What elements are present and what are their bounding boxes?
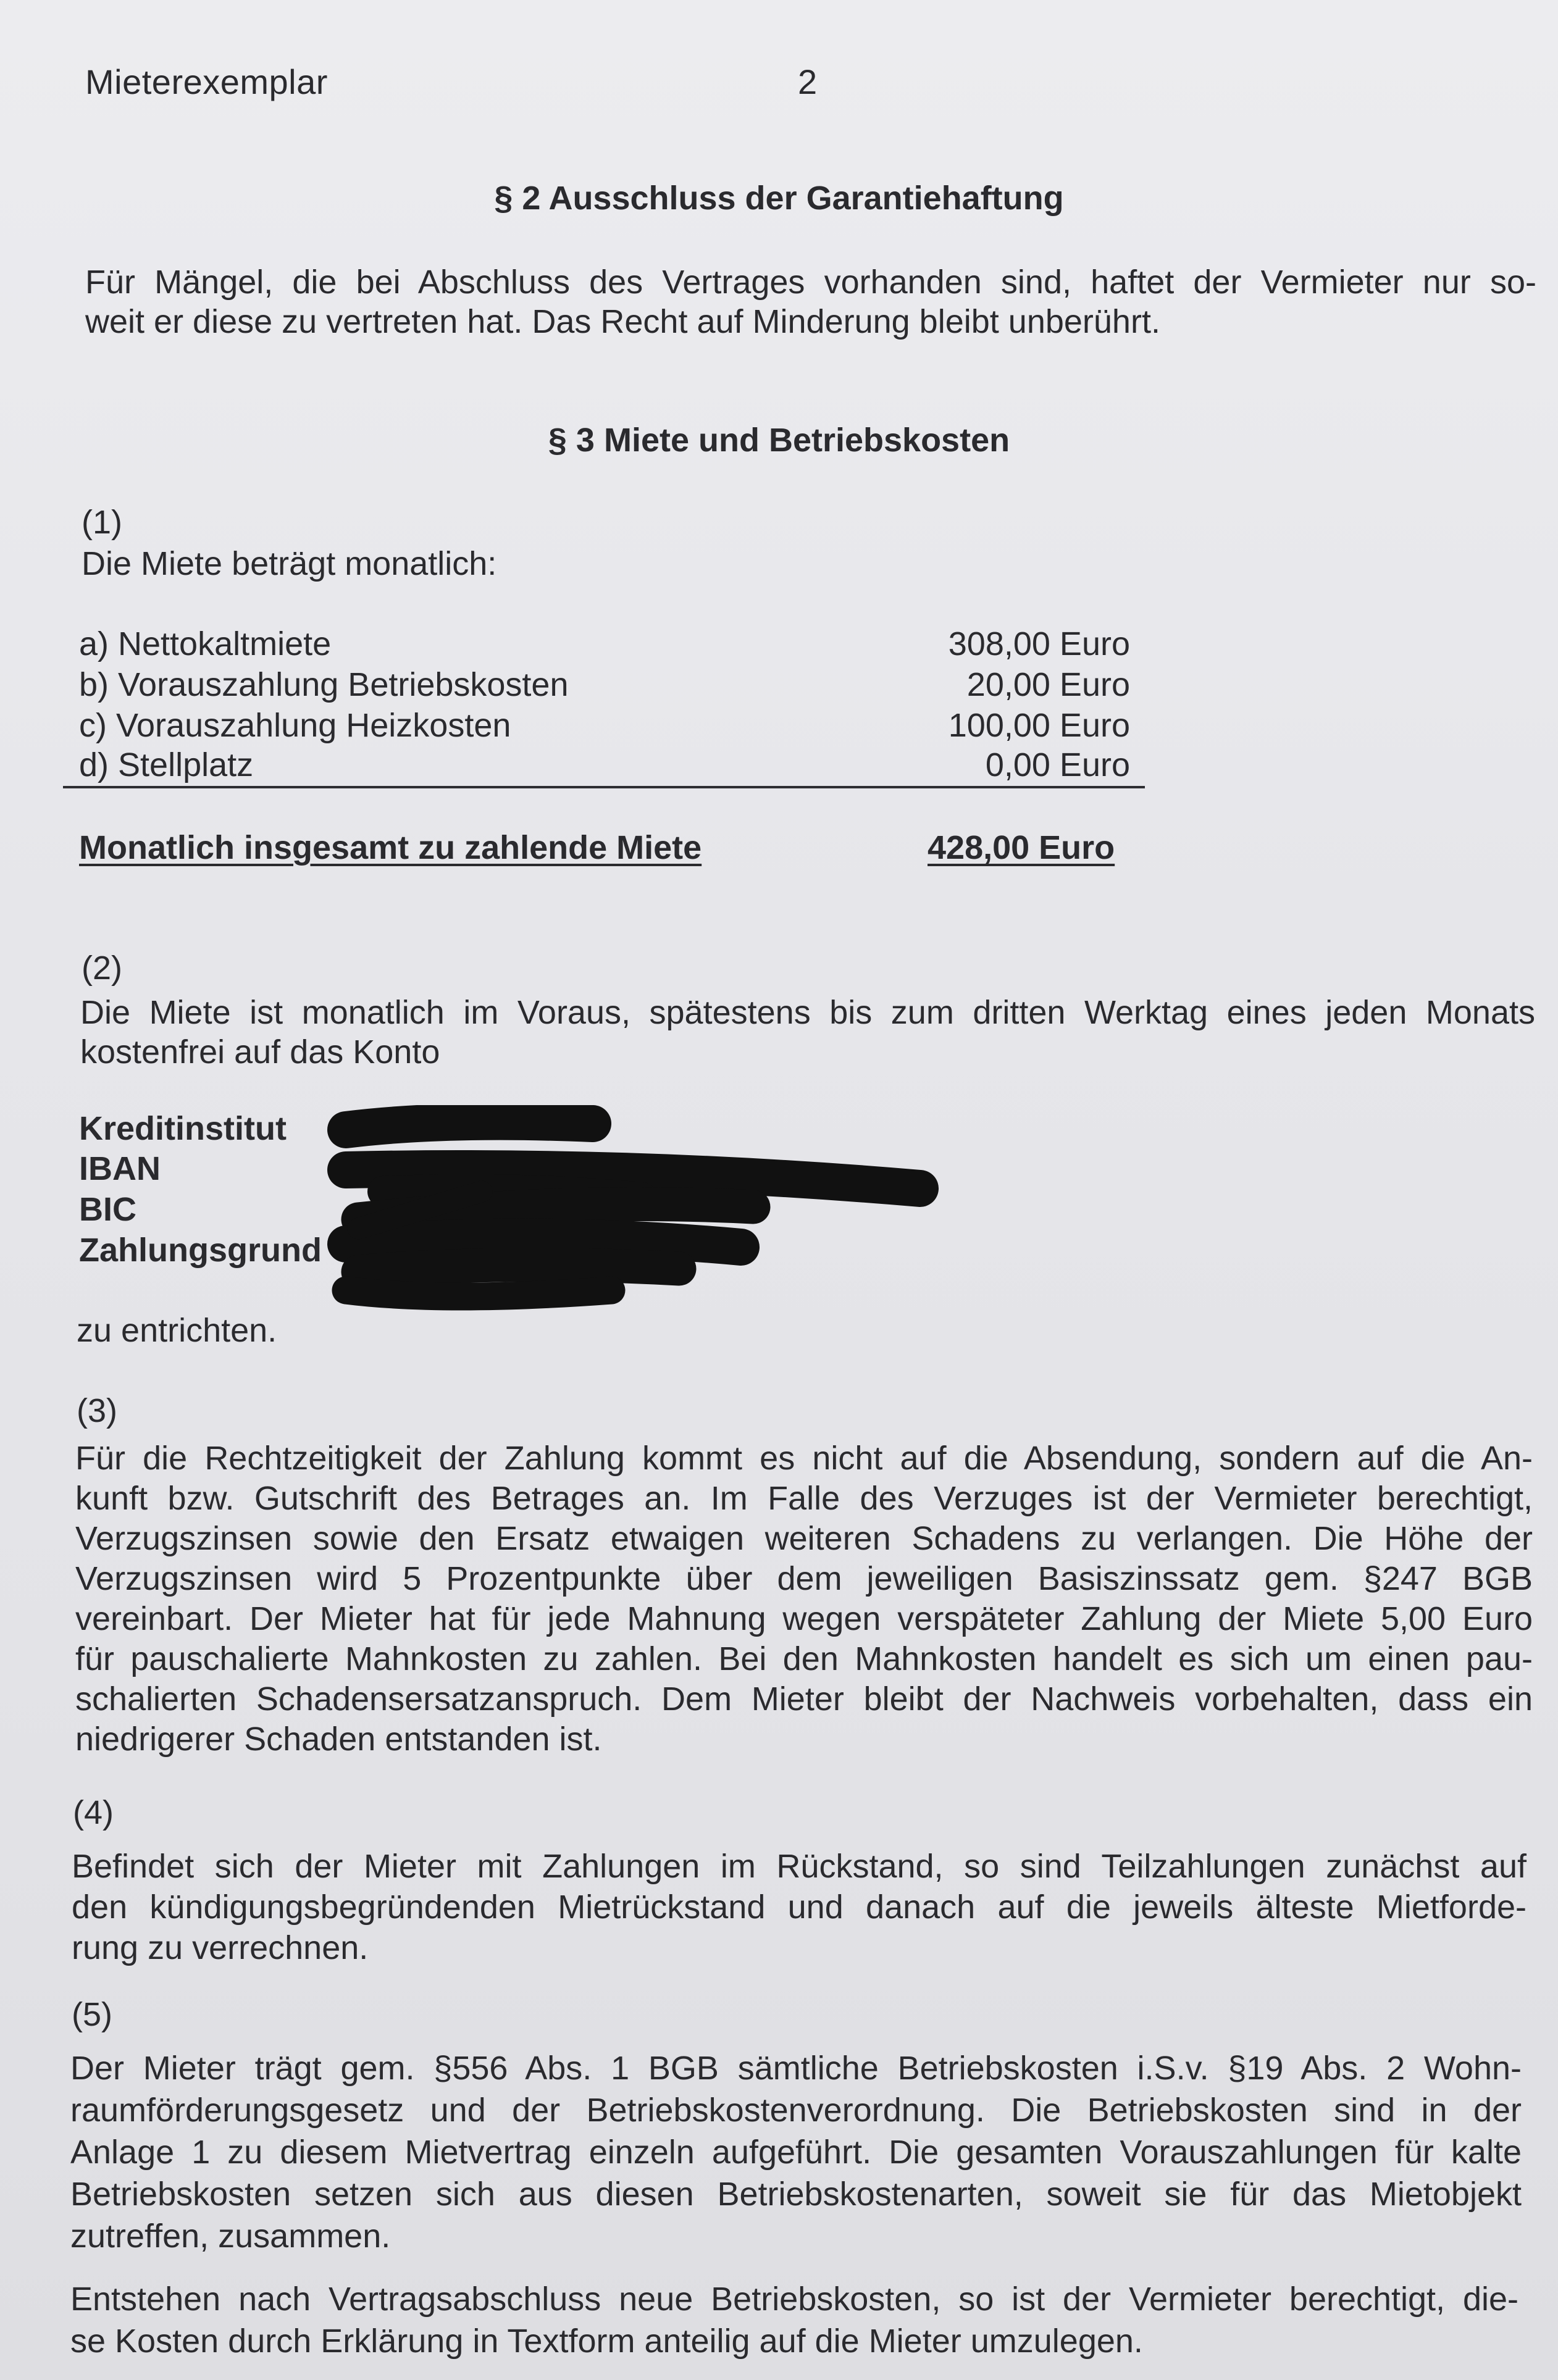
bank-field-label: Kreditinstitut bbox=[79, 1110, 287, 1147]
text-line: weit er diese zu vertreten hat. Das Recht auf Minderung bleibt unberührt. bbox=[85, 303, 1160, 340]
rent-item-amount: 20,00 Euro bbox=[966, 666, 1130, 703]
text-line: Anlage 1 zu diesem Mietvertrag einzeln aufgeführt. Die gesamten Vorauszahlungen für kalte bbox=[70, 2134, 1522, 2171]
rent-item-label: d) Stellplatz bbox=[79, 746, 254, 783]
text-line: Verzugszinsen wird 5 Prozentpunkte über dem jeweiligen Basiszinssatz gem. §247 BGB bbox=[75, 1560, 1533, 1597]
paragraph-number: (2) bbox=[82, 950, 122, 987]
payment-text bbox=[80, 993, 1535, 1072]
arrears-text bbox=[72, 1846, 1527, 1968]
section-2-text bbox=[85, 262, 1536, 341]
text-line: Entstehen nach Vertragsabschluss neue Betriebskosten, so ist der Vermieter berechtigt, die- bbox=[70, 2281, 1518, 2318]
text-line: raumförderungsgesetz und der Betriebskostenverordnung. Die Betriebskosten sind in der bbox=[70, 2092, 1522, 2129]
text-line: Für Mängel, die bei Abschluss des Vertrages vorhanden sind, haftet der Vermieter nur so- bbox=[85, 264, 1536, 301]
paragraph-number: (5) bbox=[72, 1996, 112, 2033]
page-number: 2 bbox=[798, 62, 818, 101]
text-line: vereinbart. Der Mieter hat für jede Mahnung wegen verspäteter Zahlung der Miete 5,00 Euro bbox=[75, 1600, 1533, 1637]
text-line: Der Mieter trägt gem. §556 Abs. 1 BGB sämtliche Betriebskosten i.S.v. §19 Abs. 2 Wohn- bbox=[70, 2050, 1522, 2087]
text-line: für pauschalierte Mahnkosten zu zahlen. Bei den Mahnkosten handelt es sich um einen pau- bbox=[75, 1640, 1533, 1677]
rent-item-label: c) Vorauszahlung Heizkosten bbox=[79, 707, 511, 744]
redaction-scribble bbox=[321, 1105, 939, 1315]
payment-closing: zu entrichten. bbox=[77, 1312, 277, 1349]
paragraph-number: (1) bbox=[82, 504, 122, 541]
total-rent-amount: 428,00 Euro bbox=[928, 829, 1115, 866]
total-rent-label: Monatlich insgesamt zu zahlende Miete bbox=[79, 829, 702, 866]
copy-label: Mieterexemplar bbox=[85, 62, 328, 101]
sum-divider bbox=[63, 786, 1145, 788]
text-line: Verzugszinsen sowie den Ersatz etwaigen weiteren Schadens zu verlangen. Die Höhe der bbox=[75, 1520, 1533, 1557]
text-line: Betriebskosten setzen sich aus diesen Betriebskostenarten, soweit sie für das Mietobjekt bbox=[70, 2176, 1522, 2213]
section-2-title: § 2 Ausschluss der Garantiehaftung bbox=[494, 180, 1064, 217]
text-line: kunft bzw. Gutschrift des Betrages an. Im Falle des Verzuges ist der Vermieter berechtigt, bbox=[75, 1480, 1533, 1517]
operating-costs-text bbox=[70, 2047, 1522, 2257]
late-payment-text bbox=[75, 1438, 1533, 1760]
section-3-title: § 3 Miete und Betriebskosten bbox=[548, 422, 1010, 459]
text-line: se Kosten durch Erklärung in Textform anteilig auf die Mieter umzulegen. bbox=[70, 2323, 1143, 2360]
new-costs-text bbox=[70, 2278, 1518, 2362]
text-line: den kündigungsbegründenden Mietrückstand und danach auf die jeweils älteste Mietforde- bbox=[72, 1889, 1527, 1926]
text-line: rung zu verrechnen. bbox=[72, 1929, 369, 1966]
paragraph-number: (3) bbox=[77, 1392, 117, 1429]
rent-intro: Die Miete beträgt monatlich: bbox=[82, 545, 497, 582]
rent-item-amount: 0,00 Euro bbox=[985, 746, 1130, 783]
text-line: schalierten Schadensersatzanspruch. Dem Mieter bleibt der Nachweis vorbehalten, dass ein bbox=[75, 1681, 1533, 1718]
bank-field-label: BIC bbox=[79, 1191, 136, 1228]
text-line: Für die Rechtzeitigkeit der Zahlung kommt es nicht auf die Absendung, sondern auf die An- bbox=[75, 1440, 1533, 1477]
text-line: zutreffen, zusammen. bbox=[70, 2218, 391, 2255]
text-line: niedrigerer Schaden entstanden ist. bbox=[75, 1721, 602, 1758]
bank-field-label: Zahlungsgrund bbox=[79, 1232, 322, 1269]
rent-item-amount: 100,00 Euro bbox=[948, 707, 1130, 744]
text-line: Befindet sich der Mieter mit Zahlungen im Rückstand, so sind Teilzahlungen zunächst auf bbox=[72, 1848, 1527, 1885]
paragraph-number: (4) bbox=[73, 1794, 114, 1831]
rent-item-label: a) Nettokaltmiete bbox=[79, 625, 332, 662]
rent-item-amount: 308,00 Euro bbox=[948, 625, 1130, 662]
text-line: Die Miete ist monatlich im Voraus, spätestens bis zum dritten Werktag eines jeden Monats bbox=[80, 994, 1535, 1031]
text-line: kostenfrei auf das Konto bbox=[80, 1033, 440, 1071]
bank-field-label: IBAN bbox=[79, 1150, 161, 1187]
rent-item-label: b) Vorauszahlung Betriebskosten bbox=[79, 666, 569, 703]
